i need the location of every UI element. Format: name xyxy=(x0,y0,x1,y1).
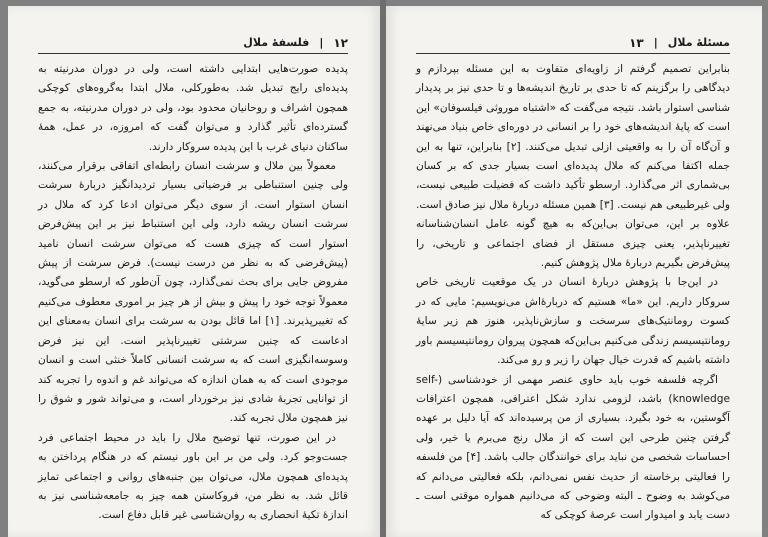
left-page-body xyxy=(38,60,348,526)
right-page-body xyxy=(416,60,730,526)
left-page-number: ۱۲ xyxy=(333,36,348,50)
right-paragraph-1: بنابراین تصمیم گرفتم از زاویه‌ای متفاوت به این مسئله بپردازم و دیدگاهی را برگزینم که تا حدی بر تاریخ اندیشه‌ها و تا حدی نیز بر پدیدار شناسی استوار باشد. نتیجه می‌گفت که «اشتباه موروثی فیلسوفان» این است که پایهٔ اندیشه‌های خود را بر انسانی در دوره‌ای خاص بنیاد می‌نهند و آن‌گاه آن را به واقعیتی ازلی تبدیل می‌کنند. [۲] بنابراین، تنها به این جمله اکتفا می‌کنم که ملال پدیده‌ای است بسیار جدی که بر کسان بی‌شماری اثر می‌گذارد. ارسطو تأکید داشت که فضیلت طبیعی نیست، ولی غیرطبیعی هم نیست. [۳] همین مسئله دربارهٔ ملال نیز صادق است. علاوه بر این، می‌توان بی‌این‌که به هیچ گونه عامل انسان‌شناسانه تغییرناپذیر، یعنی چیزی مستقل از فضای اجتماعی و تاریخی، را پیش‌فرض بگیریم دربارهٔ ملال پژوهش کنیم. xyxy=(416,63,730,270)
right-paragraph-2: در این‌جا با پژوهش دربارهٔ انسان در یک موقعیت تاریخی خاص سروکار داریم. این «ما» هستیم که دربارهٔ‌اش می‌نویسیم: مایی که در کسوت رومانتیک‌های سرسخت و سازش‌ناپذیر، هنوز هم زیر سایهٔ رومانتیسیسم زندگی می‌کنیم بی‌این‌که همچون پیروان رومانتیسیسم باور داشته باشیم که قدرت خیال جهان را زیر و رو می‌کند. xyxy=(416,276,730,367)
left-paragraph-2: معمولاً بین ملال و سرشت انسان رابطه‌ای اتفاقی برقرار می‌کنند، ولی چنین استنباطی بر فرضیاتی بسیار تردیدانگیز دربارهٔ سرشت انسان استوار است. از سوی دیگر می‌توان ادعا کرد که ملال در سرشت انسان ریشه دارد، ولی این استنباط نیز بر این پیش‌فرض استوار است که چیزی هست که می‌توان سرشت انسان نامید (پیش‌فرضی که به نظر من درست نیست). فرض سرشت از پیش مفروض جایی برای بحث نمی‌گذارد، چون آن‌طور که ارسطو می‌گوید، معمولاً توجه خود را پیش و بیش از هر چیز بر اموری معطوف می‌کنیم که تغییرپذیرند. [۱] اما قائل بودن به سرشت برای انسان به‌معنای این ادعاست که چنین سرشتی تغییرناپذیر است. این نیز فرض وسوسه‌انگیزی است که به سرشت انسانی کاملاً خنثی است و انسان موجودی است که به همان اندازه که می‌تواند غم و اندوه را تجربه کند از توانایی تجربهٔ شادی نیز برخوردار است، و می‌تواند شور و شوق را نیز همچون ملال تجربه کند. xyxy=(38,160,348,425)
right-page xyxy=(386,6,762,537)
left-paragraph-1: پدیده صورت‌هایی ابتدایی داشته است، ولی در دوران مدرنیته به پدیده‌ای رایج تبدیل شد. به‌طورکلی، ملال ابتدا به‌گروه‌های کوچکی همچون اشراف و روحانیان محدود بود، ولی در دوران مدرنیته، به جمع گسترده‌ای تأثیر گذارد و می‌توان گفت که امروزه، در عمل، همهٔ ساکنان دنیای غرب با این پدیده سروکار دارند. xyxy=(38,63,348,153)
right-paragraph-3: اگرچه فلسفه خوب باید حاوی عنصر مهمی از خودشناسی (self-knowledge) باشد، لزومی ندارد شکل اعترافی، همچون اعترافات آگوستین، به خود بگیرد. بسیاری از من پرسیده‌اند که آیا دلیل بر عهده گرفتن چنین طرحی این است که از ملال رنج می‌برم یا خیر، ولی احساسات شخصی من نباید برای خوانندگان جالب باشد. [۴] من فلسفه را فعالیتی برخاسته از حدیث نفس نمی‌دانم، بلکه فعالیتی می‌دانم که می‌کوشد به وضوح ـ البته وضوحی که می‌دانیم همواره موقتی است ـ دست یابد و امیدوار است عرصهٔ کوچکی که xyxy=(416,373,731,522)
right-page-header xyxy=(416,36,730,54)
right-running-title: مسئلهٔ ملال xyxy=(667,36,730,49)
left-page-header xyxy=(38,36,348,54)
right-page-number: ۱۳ xyxy=(629,36,644,50)
left-running-title: فلسفهٔ ملال xyxy=(243,36,310,49)
left-paragraph-3: در این صورت، تنها توضیح ملال را باید در محیط اجتماعی فرد جست‌وجو کرد. ولی من بر این باور نیستم که در هنگام پرداختن به پدیده‌ای همچون ملال، می‌توان بین جنبه‌های روانی و اجتماعی تمایز قائل شد. به نظر من، فروکاستن همه چیز به جامعه‌شناسی نیز به اندازهٔ تکیهٔ انحصاری به روان‌شناسی غیر قابل دفاع است. xyxy=(38,431,348,522)
right-header-separator: | xyxy=(653,36,658,49)
left-page xyxy=(8,6,380,537)
left-header-separator: | xyxy=(319,36,324,49)
